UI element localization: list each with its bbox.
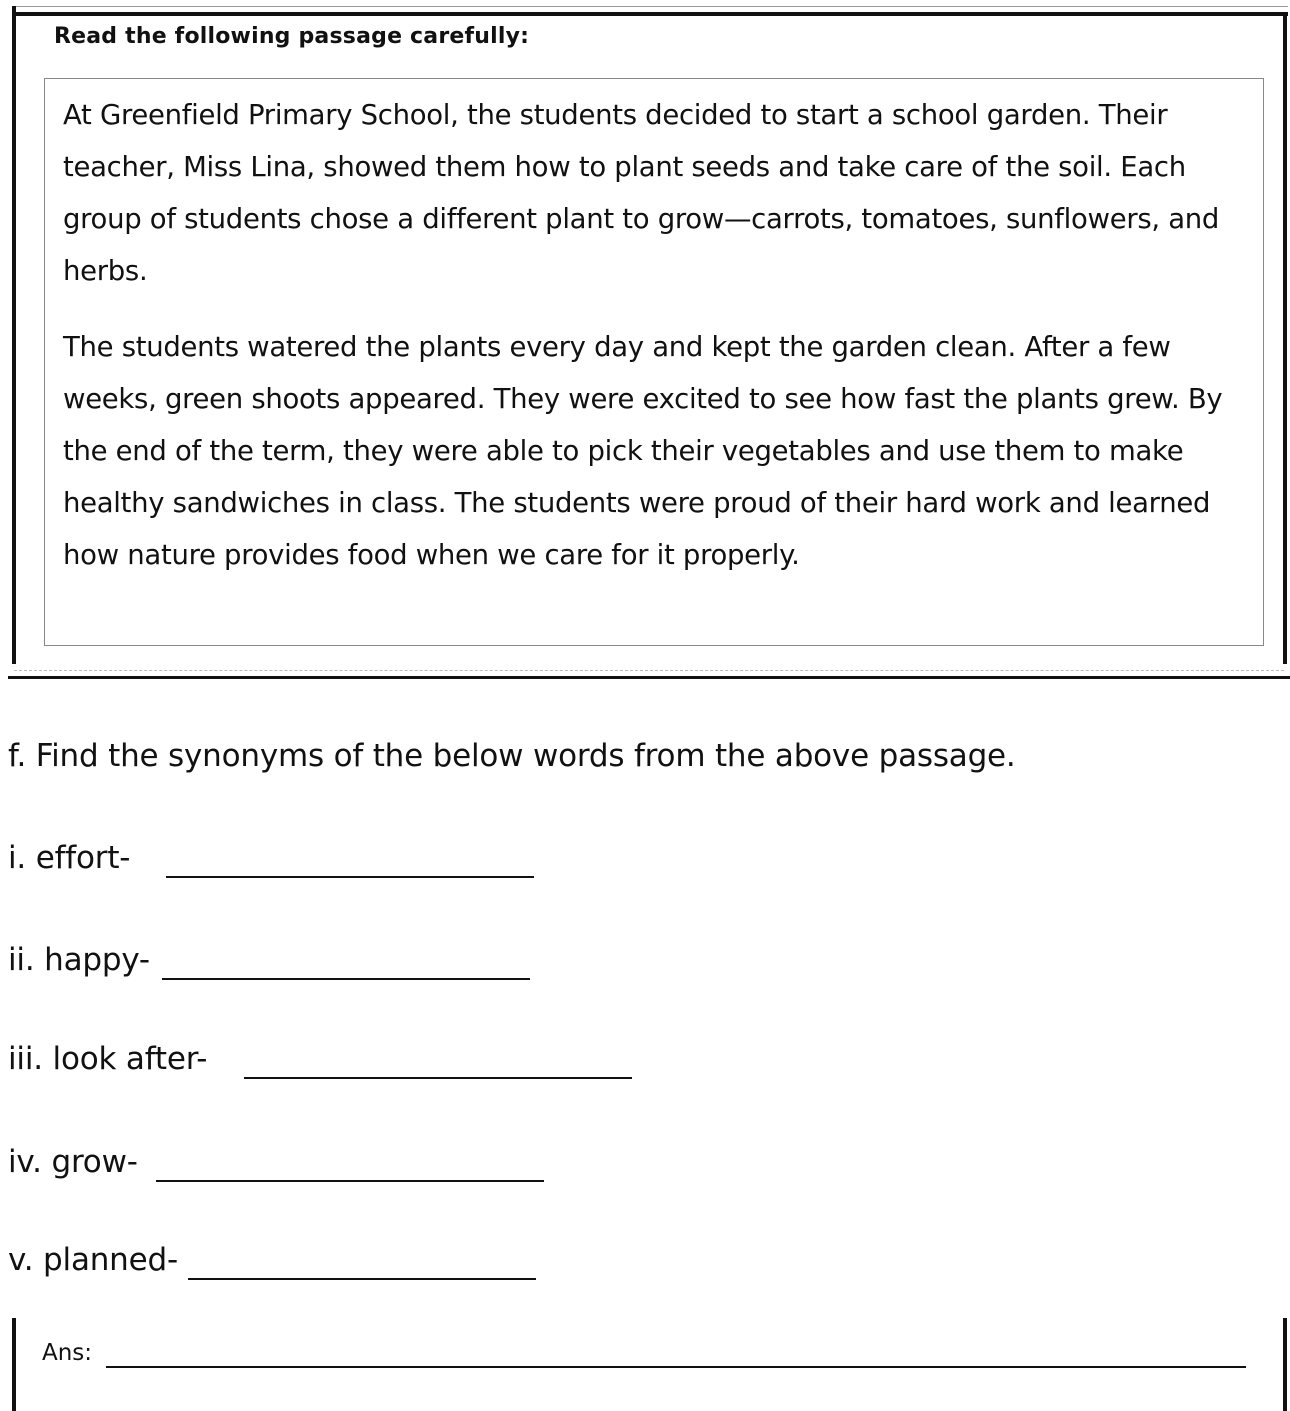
passage-paragraph-2: The students watered the plants every day and kept the garden clean. After a few weeks, green shoots appeared. They were excited to see how fast the plants grew. By the end of the term, they were able to pick their vegetables and use them to make healthy sandwiches in class. The students were proud of their hard work and learned how nature provides food when we care for it properly. [63, 331, 1223, 571]
answer-blank-look-after[interactable] [244, 1077, 632, 1079]
synonym-label: v. planned- [8, 1242, 178, 1278]
answer-line[interactable] [106, 1366, 1246, 1368]
synonym-item-happy [8, 942, 150, 978]
synonym-item-effort [8, 840, 130, 876]
frame-bottom-dotted-line [14, 670, 1284, 671]
frame-top-border [14, 12, 1288, 16]
frame-right-border [1283, 12, 1287, 664]
frame-left-border [12, 6, 16, 664]
frame-bottom-border [8, 676, 1290, 679]
passage-paragraph-1: At Greenfield Primary School, the students decided to start a school garden. Their teacher, Miss Lina, showed them how to plant seeds and take care of the soil. Each group of students chose a different plant to grow—carrots, tomatoes, sunflowers, and herbs. [63, 99, 1220, 287]
answer-frame-left-border [12, 1318, 16, 1411]
question-title: f. Find the synonyms of the below words from the above passage. [8, 738, 1016, 774]
answer-blank-happy[interactable] [162, 978, 530, 980]
synonym-label: i. effort- [8, 840, 131, 876]
passage-instruction: Read the following passage carefully: [54, 24, 530, 49]
synonym-item-planned [8, 1242, 178, 1278]
frame-top-thin-line [14, 6, 1288, 7]
synonym-item-grow [8, 1144, 138, 1180]
answer-blank-effort[interactable] [166, 876, 534, 878]
synonym-item-look-after [8, 1041, 207, 1077]
answer-blank-grow[interactable] [156, 1180, 544, 1182]
answer-blank-planned[interactable] [188, 1278, 536, 1280]
synonym-label: iv. grow- [8, 1144, 138, 1180]
synonym-label: ii. happy- [8, 942, 150, 978]
synonym-label: iii. look after- [8, 1041, 208, 1077]
answer-label: Ans: [42, 1340, 93, 1366]
passage-box [44, 78, 1264, 646]
answer-frame-right-border [1283, 1318, 1287, 1411]
